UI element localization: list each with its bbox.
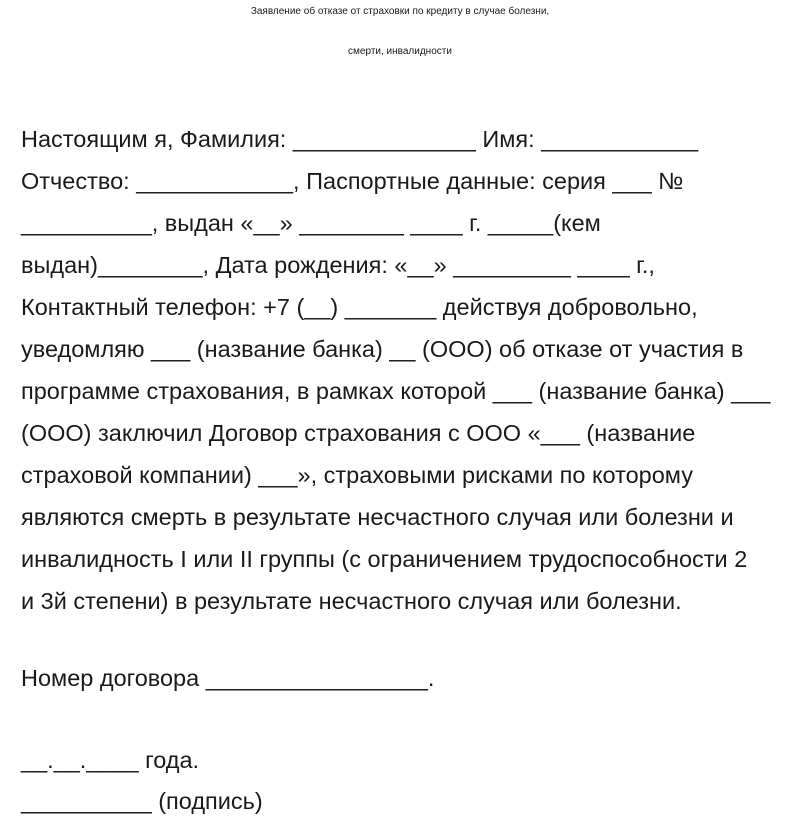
body-line: уведомляю ___ (название банка) __ (ООО) об отказе от участия в [21,336,744,362]
body-line: являются смерть в результате несчастного случая или болезни и [21,504,734,530]
document-title-line-1: Заявление об отказе от страховки по кредиту в случае болезни, [250,6,550,17]
signature-line: __________ (подпись) [21,788,263,814]
body-line: (ООО) заключил Договор страхования с ООО «___ (название [21,420,696,446]
date-line: __.__.____ года. [21,747,200,773]
document-title-line-2: смерти, инвалидности [348,46,452,57]
body-line: страховой компании) ___», страховыми рисками по которому [21,462,693,488]
body-line: инвалидность I или II группы (с ограничением трудоспособности 2 [21,546,748,572]
body-line: Настоящим я, Фамилия: ______________ Имя: ____________ [21,126,699,152]
body-line: Контактный телефон: +7 (__) _______ действуя добровольно, [21,294,698,320]
body-line: __________, выдан «__» ________ ____ г. _____(кем [21,210,601,236]
body-line: и 3й степени) в результате несчастного случая или болезни. [21,588,682,614]
contract-number-line: Номер договора _________________. [21,665,435,691]
body-line: выдан)________, Дата рождения: «__» _________ ____ г., [21,252,655,278]
body-line: Отчество: ____________, Паспортные данные: серия ___ № [21,168,684,194]
body-line: программе страхования, в рамках которой ___ (название банка) ___ [21,378,771,404]
